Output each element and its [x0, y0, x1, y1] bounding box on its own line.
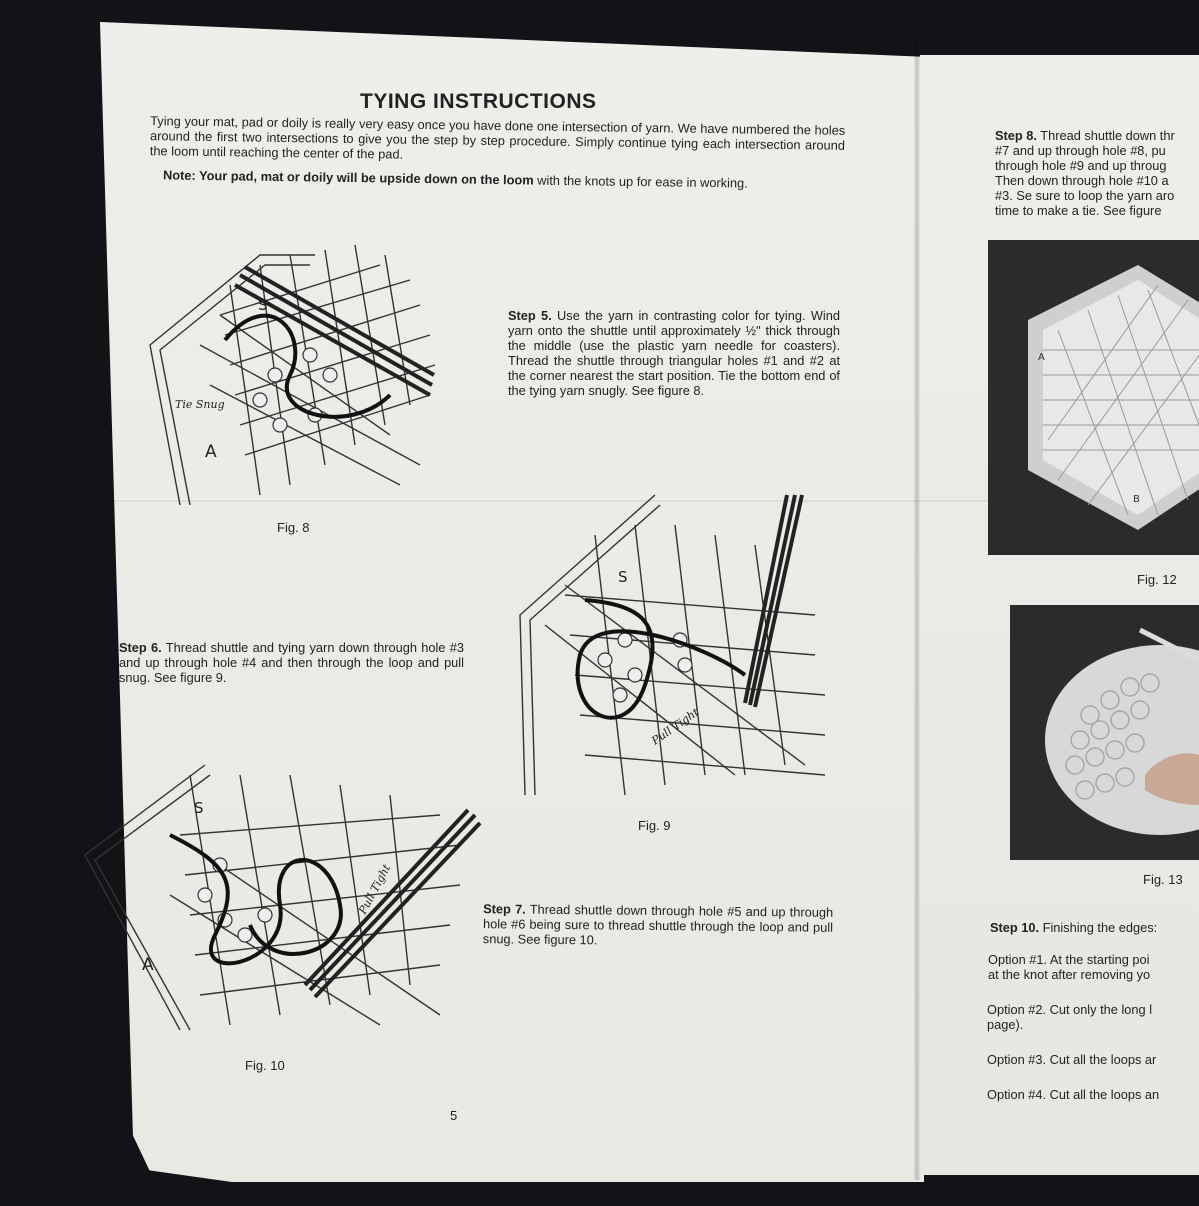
intro-text: Tying your mat, pad or doily is really very easy once you have done one intersection of yarn. We have numbered the holes around the first two intersections to give you the step by step procedure. Simply continue tying each intersection around the loom until reaching the center of the pad. — [149, 113, 846, 162]
step5-text: Use the yarn in contrasting color for tying. Wind yarn onto the shuttle until approximately ½" thick through the middle (use the plastic yarn needle for coasters). Thread the shuttle through triangular holes #1 and #2 at the corner nearest the start position. Tie the bottom end of the tying yarn snugly. See figure 8. — [508, 308, 840, 398]
note-text: with the knots up for ease in working. — [533, 172, 748, 191]
center-fold — [914, 40, 920, 1180]
step6-label: Step 6. — [119, 640, 162, 655]
fig12-caption: Fig. 12 — [1137, 572, 1177, 587]
fig8-illustration — [140, 225, 450, 510]
step8-line-3: through hole #9 and up throug — [995, 158, 1167, 173]
fig8-tie-label: Tie Snug — [175, 398, 225, 411]
fig12-b-label: B — [1133, 494, 1140, 505]
option1-line-2: at the knot after removing yo — [988, 967, 1151, 982]
step7-label: Step 7. — [483, 901, 526, 917]
step7-text: Thread shuttle down through hole #5 and up through hole #6 being sure to thread shuttle through the loop and pull snug. See figure 10. — [482, 901, 834, 948]
option1-line-1: Option #1. At the starting poi — [988, 952, 1150, 967]
step10-text: Finishing the edges: — [1039, 920, 1158, 935]
step6-text: Thread shuttle and tying yarn down through hole #3 and up through hole #4 and then through the loop and pull snug. See figure 9. — [119, 640, 464, 685]
fig12-hex-loom — [988, 240, 1199, 555]
fig13-photo — [1010, 605, 1199, 860]
fig8-s-label: S — [258, 296, 268, 314]
option3-line: Option #3. Cut all the loops ar — [987, 1052, 1157, 1067]
fig10-a-label: A — [142, 955, 154, 975]
fig10-caption: Fig. 10 — [245, 1058, 285, 1073]
fig10-s-label: S — [194, 799, 204, 817]
option2-paragraph — [987, 1002, 1152, 1032]
fig8-a-label: A — [205, 442, 217, 462]
option4-line: Option #4. Cut all the loops an — [987, 1087, 1160, 1102]
fig8-caption: Fig. 8 — [277, 520, 310, 535]
fig13-finished-pad — [1010, 605, 1199, 860]
step10-line — [990, 920, 1157, 935]
step8-line-2: #7 and up through hole #8, pu — [995, 143, 1166, 158]
page-number: 5 — [450, 1108, 458, 1123]
step8-paragraph — [995, 128, 1199, 218]
page-title: TYING INSTRUCTIONS — [360, 90, 597, 113]
fig13-caption: Fig. 13 — [1143, 872, 1183, 887]
step8-line-4: Then down through hole #10 a — [995, 173, 1169, 188]
fig9-s-label: S — [618, 568, 628, 586]
step7-paragraph — [483, 901, 833, 950]
note-label: Note: Your pad, mat or doily will be upside down on the loom — [162, 167, 534, 188]
option2-line-1: Option #2. Cut only the long l — [987, 1002, 1153, 1017]
fig9-illustration — [505, 475, 835, 805]
step5-paragraph — [508, 308, 840, 398]
option2-line-2: page). — [987, 1017, 1024, 1032]
step5-label: Step 5. — [508, 308, 552, 323]
fig9-caption: Fig. 9 — [638, 818, 671, 833]
step8-line-6: time to make a tie. See figure — [995, 203, 1162, 218]
step8-label: Step 8. — [995, 128, 1037, 143]
fig12-a-label: A — [1038, 352, 1045, 363]
step8-line-1: Thread shuttle down thr — [1036, 128, 1175, 143]
option1-paragraph — [988, 952, 1150, 982]
fig12-photo — [988, 240, 1199, 555]
fig10-illustration — [80, 735, 500, 1035]
step8-line-5: #3. Se sure to loop the yarn aro — [995, 188, 1175, 203]
step6-paragraph — [119, 640, 464, 685]
fig10-pull-label: Pull Tight — [356, 862, 394, 917]
fig9-pull-label: Pull Tight — [649, 705, 702, 748]
step10-label: Step 10. — [990, 920, 1040, 935]
